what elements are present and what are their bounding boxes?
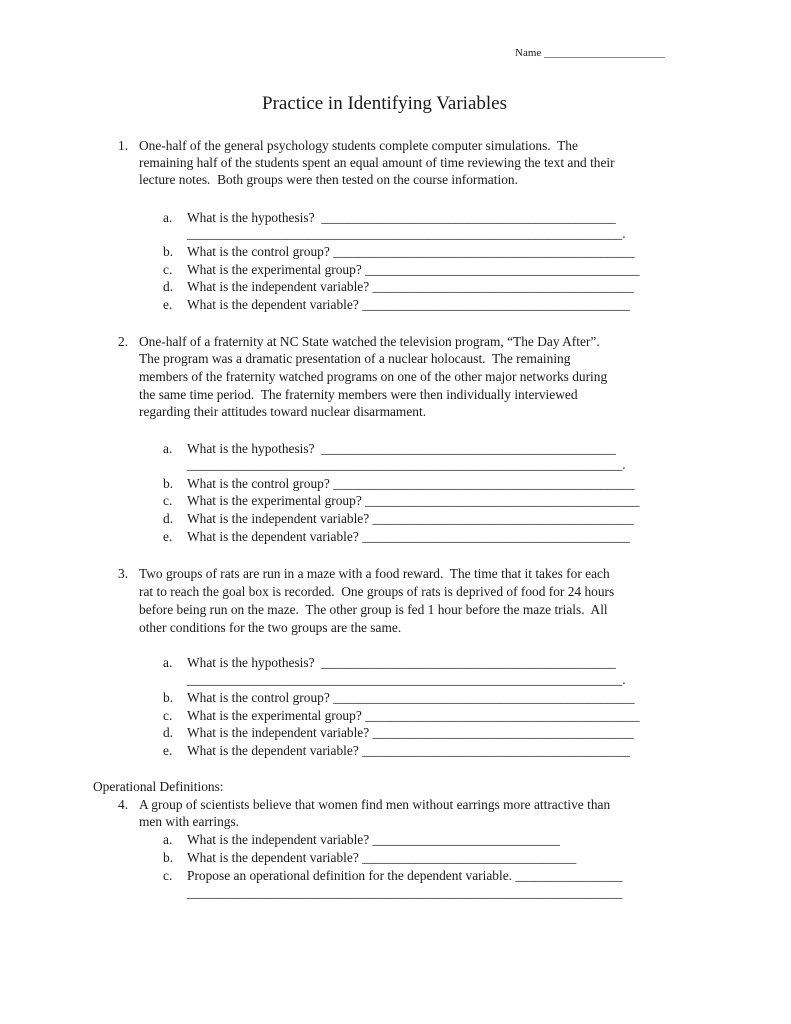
- section-heading: Operational Definitions:: [93, 779, 224, 794]
- hypothesis-answer-line[interactable]: What is the hypothesis? ____________________________________________: [187, 210, 616, 225]
- item-letter: a.: [163, 655, 173, 670]
- question-number: 3.: [118, 566, 129, 581]
- hypothesis-answer-continuation[interactable]: _________________________________________________________________.: [187, 457, 626, 472]
- control-group-answer-line[interactable]: What is the control group? _____________________________________________: [187, 690, 635, 705]
- item-letter: c.: [163, 262, 173, 277]
- experimental-group-answer-line[interactable]: What is the experimental group? _________________________________________: [187, 262, 640, 277]
- control-group-answer-line[interactable]: What is the control group? _____________________________________________: [187, 244, 635, 259]
- question-text-line: One-half of the general psychology students complete computer simulations. The: [139, 138, 578, 153]
- dependent-variable-answer-line[interactable]: What is the dependent variable? ________________________________________: [187, 743, 630, 758]
- independent-variable-answer-line[interactable]: What is the independent variable? ____________________________: [187, 832, 561, 847]
- item-letter: a.: [163, 210, 173, 225]
- question-text-line: regarding their attitudes toward nuclear disarmament.: [139, 404, 427, 419]
- question-text-line: before being run on the maze. The other group is fed 1 hour before the maze trials. All: [139, 602, 608, 617]
- question-text-line: Two groups of rats are run in a maze with a food reward. The time that it takes for each: [139, 566, 610, 581]
- question-text-line: rat to reach the goal box is recorded. One groups of rats is deprived of food for 24 hours: [139, 584, 615, 599]
- item-letter: d.: [163, 725, 174, 740]
- question-text-line: the same time period. The fraternity members were then individually interviewed: [139, 387, 578, 402]
- question-number: 2.: [118, 334, 129, 349]
- question-text-line: One-half of a fraternity at NC State watched the television program, “The Day After”.: [139, 334, 600, 349]
- dependent-variable-answer-line[interactable]: What is the dependent variable? ________________________________________: [187, 529, 630, 544]
- item-letter: a.: [163, 832, 173, 847]
- item-letter: c.: [163, 868, 173, 883]
- name-field[interactable]: Name ______________________: [515, 47, 666, 59]
- independent-variable-answer-line[interactable]: What is the independent variable? _______________________________________: [187, 279, 634, 294]
- control-group-answer-line[interactable]: What is the control group? _____________________________________________: [187, 476, 635, 491]
- item-letter: c.: [163, 493, 173, 508]
- item-letter: d.: [163, 279, 174, 294]
- item-letter: b.: [163, 850, 174, 865]
- item-letter: b.: [163, 476, 174, 491]
- question-text-line: members of the fraternity watched programs on one of the other major networks during: [139, 369, 608, 384]
- dependent-variable-answer-line[interactable]: What is the dependent variable? ________________________________: [187, 850, 577, 865]
- hypothesis-answer-line[interactable]: What is the hypothesis? ____________________________________________: [187, 655, 616, 670]
- item-letter: e.: [163, 297, 173, 312]
- experimental-group-answer-line[interactable]: What is the experimental group? _________________________________________: [187, 708, 640, 723]
- independent-variable-answer-line[interactable]: What is the independent variable? _______________________________________: [187, 511, 634, 526]
- hypothesis-answer-line[interactable]: What is the hypothesis? ____________________________________________: [187, 441, 616, 456]
- question-text-line: remaining half of the students spent an equal amount of time reviewing the text and their: [139, 155, 615, 170]
- hypothesis-answer-continuation[interactable]: _________________________________________________________________.: [187, 226, 626, 241]
- item-letter: d.: [163, 511, 174, 526]
- question-number: 4.: [118, 797, 129, 812]
- item-letter: b.: [163, 244, 174, 259]
- independent-variable-answer-line[interactable]: What is the independent variable? _______________________________________: [187, 725, 634, 740]
- question-text-line: men with earrings.: [139, 814, 240, 829]
- item-letter: a.: [163, 441, 173, 456]
- experimental-group-answer-line[interactable]: What is the experimental group? _________________________________________: [187, 493, 640, 508]
- question-text-line: The program was a dramatic presentation of a nuclear holocaust. The remaining: [139, 351, 571, 366]
- page-title: Practice in Identifying Variables: [262, 93, 507, 114]
- question-text-line: other conditions for the two groups are the same.: [139, 620, 402, 635]
- item-letter: c.: [163, 708, 173, 723]
- item-letter: b.: [163, 690, 174, 705]
- question-text-line: A group of scientists believe that women find men without earrings more attractive than: [139, 797, 611, 812]
- question-number: 1.: [118, 138, 129, 153]
- item-letter: e.: [163, 529, 173, 544]
- operational-definition-answer-continuation[interactable]: _________________________________________________________________: [187, 885, 623, 900]
- item-letter: e.: [163, 743, 173, 758]
- hypothesis-answer-continuation[interactable]: _________________________________________________________________.: [187, 672, 626, 687]
- dependent-variable-answer-line[interactable]: What is the dependent variable? ________________________________________: [187, 297, 630, 312]
- question-text-line: lecture notes. Both groups were then tested on the course information.: [139, 172, 518, 187]
- operational-definition-answer-line[interactable]: Propose an operational definition for the dependent variable. ________________: [187, 868, 623, 883]
